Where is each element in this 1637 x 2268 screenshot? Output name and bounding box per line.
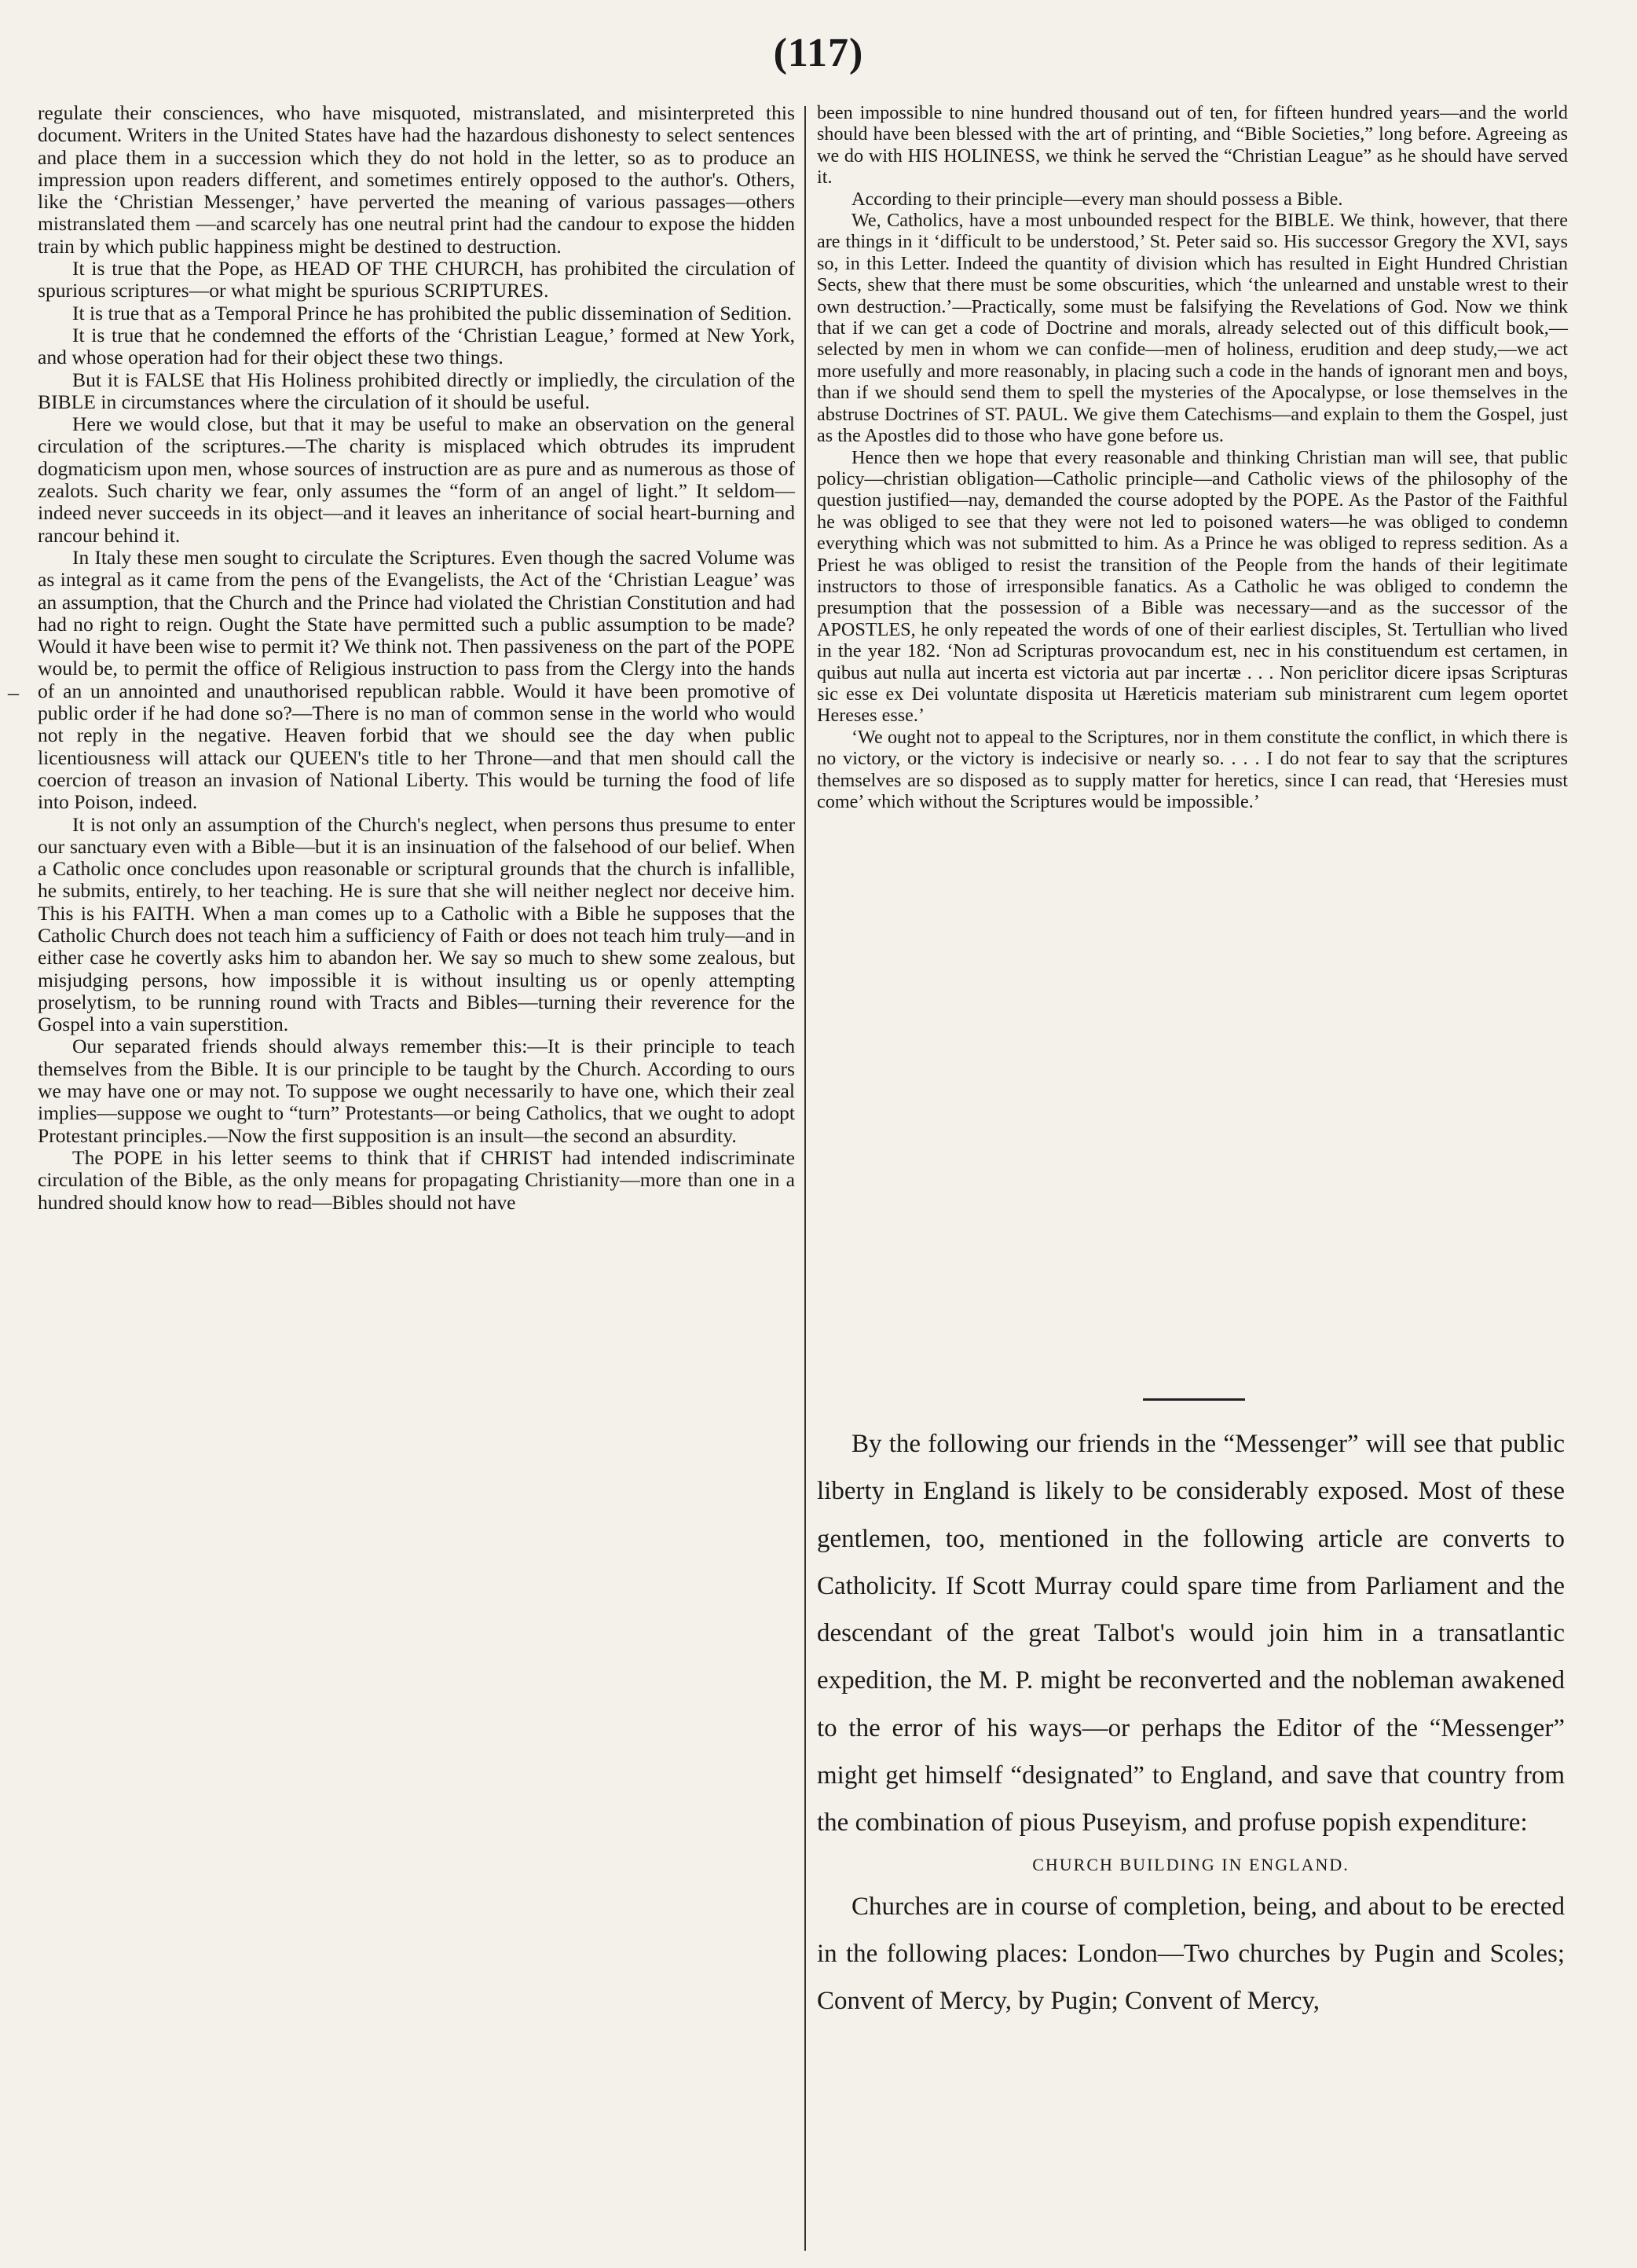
paragraph: ‘We ought not to appeal to the Scriptures, nor in them constitute the conflict, in which there is no victory, or the victory is indecisive or nearly so. . . . I do not fear to say that the scriptures themselves are so disposed as to supply matter for heretics, since I can read, that ‘Heresies must come’ which without the Scriptures would be impossible.’	[817, 726, 1568, 812]
intro-paragraph: By the following our friends in the “Messenger” will see that public liberty in England is likely to be considerably exposed. Most of these gentlemen, too, mentioned in the following article are converts to Catholicity. If Scott Murray could spare time from Parliament and the descendant of the great Talbot's would join him in a transatlantic expedition, the M. P. might be reconverted and the nobleman awakened to the error of his ways—or perhaps the Editor of the “Messenger” might get himself “designated” to England, and save that country from the combination of pious Puseyism, and profuse popish expenditure:	[817, 1430, 1565, 1837]
right-column-top	[817, 102, 1568, 812]
paragraph: According to their principle—every man should possess a Bible.	[851, 188, 1343, 210]
paragraph: Our separated friends should always remember this:—It is their principle to teach themselves from the Bible. It is our principle to be taught by the Church. According to ours we may have one or may not. To suppose we ought necessarily to have one, which their zeal implies—suppose we ought to “turn” Protestants—or being Catholics, that we ought to adopt Protestant principles.—Now the first supposition is an insult—the second an absurdity.	[38, 1035, 795, 1147]
section-divider	[1143, 1398, 1245, 1401]
paragraph: It is true that he condemned the efforts of the ‘Christian League,’ formed at New York, and whose operation had for their object these two things.	[38, 323, 795, 369]
column-divider	[804, 106, 806, 2251]
paragraph: It is true that the Pope, as HEAD OF THE CHURCH, has prohibited the circulation of spurious scriptures—or what might be spurious SCRIPTURES.	[38, 257, 795, 302]
article-body: Churches are in course of completion, being, and about to be erected in the following places: London—Two churches by Pugin and Scoles; Convent of Mercy, by Pugin; Convent of Mercy,	[817, 1892, 1565, 2016]
page-number: (117)	[773, 31, 864, 75]
paragraph: It is true that as a Temporal Prince he has prohibited the public dissemination of Sedition.	[72, 301, 793, 324]
paragraph: Here we would close, but that it may be useful to make an observation on the general circulation of the scriptures.—The charity is misplaced which obtrudes its imprudent dogmaticism upon men, whose sources of instruction are as pure and as numerous as those of zealots. Such charity we fear, only assumes the “form of an angel of light.” It seldom—indeed never succeeds in its object—and it leaves an inheritance of social heart-burning and rancour behind it.	[38, 412, 795, 547]
paragraph: The POPE in his letter seems to think that if CHRIST had intended indiscriminate circulation of the Bible, as the only means for propagating Christianity—more than one in a hundred should know how to read—Bibles should not have	[38, 1145, 795, 1214]
right-column-bottom	[817, 1420, 1565, 2025]
paragraph: been impossible to nine hundred thousand out of ten, for fifteen hundred years—and the world should have been blessed with the art of printing, and “Bible Societies,” long before. Agreeing as we do with HIS HOLINESS, we think he served the “Christian League” as he should have served it.	[817, 102, 1568, 189]
paragraph: We, Catholics, have a most unbounded respect for the BIBLE. We think, however, that there are things in it ‘difficult to be understood,’ St. Peter said so. His successor Gregory the XVI, says so, in this Letter. Indeed the quantity of division which has resulted in Eight Hundred Christian Sects, shew that there must be some obscurities, which ‘the unlearned and unstable wrest to their own destruction.’—Practically, some must be falsifying the Revelations of God. Now we think that if we can get a code of Doctrine and morals, already selected out of this difficult book,—selected by men in whom we can confide—men of holiness, erudition and deep study,—we act more usefully and more reasonably, in placing such a code in the hands of ignorant men and boys, than if we should send them to spell the mysteries of the Apocalypse, or lose themselves in the abstruse Doctrines of ST. PAUL. We give them Catechisms—and explain to them the Gospel, just as the Apostles did to those who have gone before us.	[817, 210, 1568, 447]
paragraph: But it is FALSE that His Holiness prohibited directly or impliedly, the circulation of the BIBLE in circumstances where the circulation of it should be useful.	[38, 368, 795, 413]
paragraph: In Italy these men sought to circulate the Scriptures. Even though the sacred Volume was as integral as it came from the pens of the Evangelists, the Act of the ‘Christian League’ was an assumption, that the Church and the Prince had violated the Christian Constitution and had had no right to reign. Ought the State have permitted such a public assumption to be made? Would it have been wise to permit it? We think not. Then passiveness on the part of the POPE would be, to permit the office of Religious instruction to pass from the Clergy into the hands of an un annointed and unauthorised republican rabble. Would it have been promotive of public order if he had done so?—There is no man of common sense in the world who would not reply in the negative. Heaven forbid that we should see the day when public licentiousness will attack our QUEEN's title to her Throne—and that men should call the coercion of treason an invasion of National Liberty. This would be turning the food of life into Poison, indeed.	[38, 545, 795, 814]
article-heading: CHURCH BUILDING IN ENGLAND.	[1032, 1854, 1350, 1874]
left-column	[38, 102, 795, 1214]
paragraph: regulate their consciences, who have misquoted, mistranslated, and misinterpreted this document. Writers in the United States have had the hazardous dishonesty to select sentences and place them in a succession which they do not hold in the letter, so as to produce an impression upon readers different, and sometimes entirely opposed to the author's. Others, like the ‘Christian Messenger,’ have perverted the meaning of various passages—others mistranslated them —and scarcely has one neutral print had the candour to expose the hidden train by which public happiness might be destined to destruction.	[38, 101, 795, 258]
paragraph: Hence then we hope that every reasonable and thinking Christian man will see, that public policy—christian obligation—Catholic principle—and Catholic views of the philosophy of the question justified—nay, demanded the course adopted by the POPE. As the Pastor of the Faithful he was obliged to see that they were not led to poisoned waters—he was obliged to condemn everything which was not submitted to him. As a Prince he was obliged to repress sedition. As a Priest he was obliged to resist the transition of the People from the hands of their legitimate instructors to those of irresponsible fanatics. As a Catholic he was obliged to condemn the presumption that the possession of a Bible was necessary—and as the successor of the APOSTLES, he only repeated the words of one of their earliest disciples, St. Tertullian who lived in the year 182. ‘Non ad Scripturas provocandum est, nec in his constituendum est certamen, in quibus aut nulla aut incerta est victoria aut par incertæ . . . Non periclitor dicere ipsas Scripturas sic esse ex Dei voluntate disposita ut Hæreticis materiam sub ministrarent cum legem oportet Hereses esse.’	[817, 446, 1568, 727]
paragraph: It is not only an assumption of the Church's neglect, when persons thus presume to enter our sanctuary even with a Bible—but it is an insinuation of the falsehood of our belief. When a Catholic once concludes upon reasonable or scriptural grounds that the church is infallible, he submits, entirely, to her teaching. He is sure that she will neither neglect nor deceive him. This is his FAITH. When a man comes up to a Catholic with a Bible he supposes that the Catholic Church does not teach him a sufficiency of Faith or does not teach him truly—and in either case he covertly asks him to abandon her. We say so much to shew some zealous, but misjudging persons, how impossible it is without insulting us or openly attempting proselytism, to be running round with Tracts and Bibles—turning their reverence for the Gospel into a vain superstition.	[38, 812, 795, 1036]
margin-mark: –	[8, 681, 19, 705]
